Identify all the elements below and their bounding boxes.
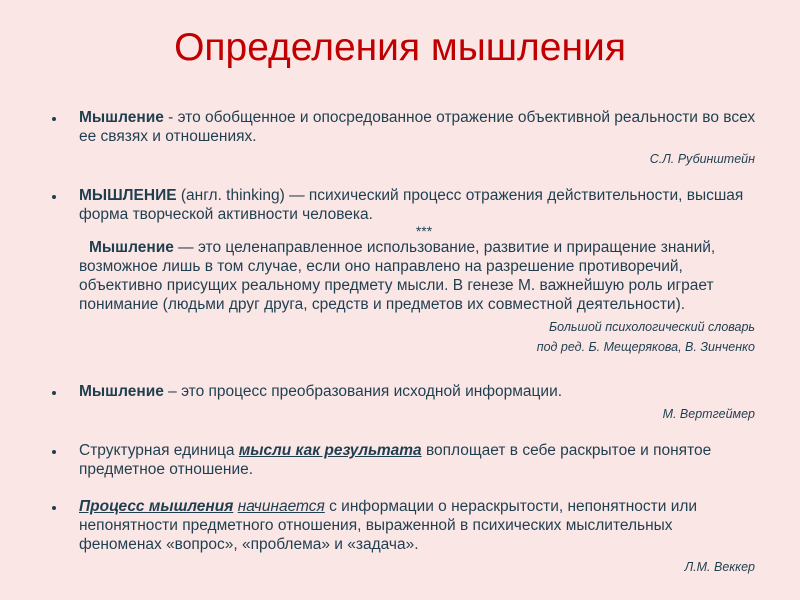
definition-body: (англ. thinking) — психический процесс отражения действительности, высшая форма творческой активности человека.	[79, 187, 744, 223]
definition-text	[79, 441, 757, 479]
definition-body: - это обобщенное и опосредованное отражение объективной реальности во всех ее связях и отношениях.	[79, 109, 756, 145]
definition-text	[79, 382, 757, 401]
definition-body-after: воплощает в себе раскрытое и понятое предметное отношение.	[79, 442, 712, 478]
bullet-icon	[52, 441, 60, 460]
separator: ***	[415, 223, 433, 239]
bullet-icon	[52, 108, 60, 127]
bullet-icon	[52, 497, 60, 516]
definition-item-rubinstein	[0, 108, 800, 168]
definitions-list	[0, 108, 800, 594]
definition-emphasis: мысли как результата	[238, 442, 422, 459]
definition-item-structural-unit	[0, 441, 800, 479]
definition-text	[79, 186, 757, 314]
page-title: Определения мышления	[174, 26, 626, 69]
definition-attribution: М. Вертгеймер	[662, 407, 755, 421]
definition-attribution-line2: под ред. Б. Мещерякова, В. Зинченко	[536, 340, 755, 354]
definition-body: – это процесс преобразования исходной информации.	[163, 383, 563, 400]
definition-item-dictionary	[0, 186, 800, 356]
definition-text	[79, 497, 757, 554]
definition-attribution: Л.М. Веккер	[684, 560, 755, 574]
bullet-icon	[52, 382, 60, 401]
definition-emphasis-bold: Процесс мышления	[79, 498, 234, 515]
definition-item-wertheimer	[0, 382, 800, 423]
definition-term: МЫШЛЕНИЕ	[79, 187, 177, 204]
definition-item-vekker	[0, 497, 800, 576]
bullet-icon	[52, 186, 60, 205]
definition-body-after: с информации о нераскрытости, непонятности или непонятности предметного отношения, выраженной в психических мыслительных феноменах «вопрос», «проблема» и «задача».	[79, 498, 698, 553]
definition-attribution: С.Л. Рубинштейн	[649, 152, 755, 166]
definition-text	[79, 108, 757, 146]
definition-body-2: — это целенаправленное использование, развитие и приращение знаний, возможное лишь в том случае, если оно направлено на разрешение противоречий, объективно присущих реальному предмету мысли. В генезе М. важнейшую роль играет понимание (людьми друг друга, средств и предметов их совместной деятельности).	[79, 239, 716, 313]
definition-term: Мышление	[79, 383, 164, 400]
definition-term-2: Мышление	[89, 239, 174, 256]
definition-term: Мышление	[79, 109, 164, 126]
definition-attribution-line1: Большой психологический словарь	[549, 320, 755, 334]
definition-body-before: Структурная единица	[79, 442, 239, 459]
definition-emphasis-italic: начинается	[237, 498, 325, 515]
